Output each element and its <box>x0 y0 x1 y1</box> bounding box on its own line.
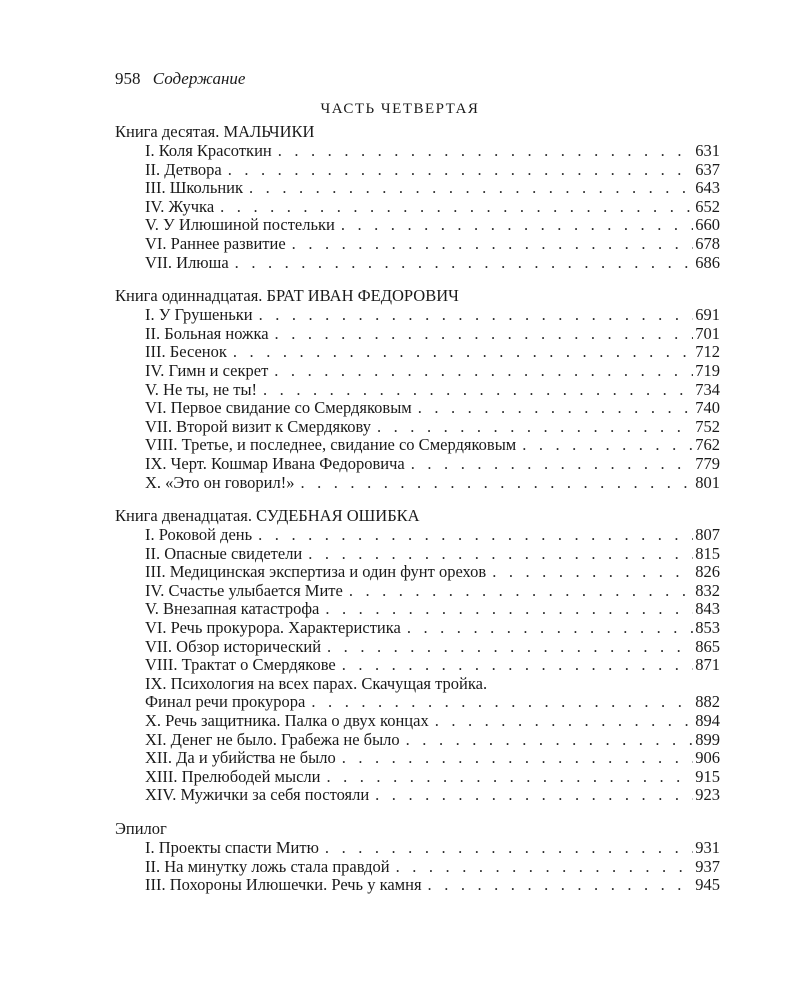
toc-entry <box>115 656 720 675</box>
chapter-title: XIII. Прелюбодей мысли <box>145 766 321 786</box>
toc-entry <box>115 600 720 619</box>
dot-leader <box>375 786 693 805</box>
chapter-page: 807 <box>695 525 720 545</box>
chapter-title: IV. Гимн и секрет <box>145 360 269 380</box>
chapter-title: III. Бесенок <box>145 342 227 362</box>
dot-leader <box>308 545 693 564</box>
chapter-page: 945 <box>695 875 720 895</box>
chapter-title: VI. Первое свидание со Смердяковым <box>145 398 412 418</box>
chapter-page: 637 <box>695 159 720 179</box>
chapter-page: 906 <box>695 748 720 768</box>
dot-leader <box>311 693 693 712</box>
chapter-title: XII. Да и убийства не было <box>145 748 336 768</box>
book-title: Эпилог <box>115 819 167 838</box>
chapter-title: V. Внезапная катастрофа <box>145 599 320 619</box>
toc-entry <box>115 474 720 493</box>
chapter-page: 660 <box>695 215 720 235</box>
chapter-page: 815 <box>695 543 720 563</box>
dot-leader <box>249 179 693 198</box>
dot-leader <box>325 600 693 619</box>
chapter-title: XI. Денег не было. Грабежа не было <box>145 729 400 749</box>
dot-leader <box>292 235 694 254</box>
chapter-title: II. Опасные свидетели <box>145 543 303 563</box>
chapter-title: I. У Грушеньки <box>145 305 253 325</box>
dot-leader <box>342 749 694 768</box>
page-header <box>115 68 245 90</box>
chapter-title: I. Проекты спасти Митю <box>145 838 319 857</box>
dot-leader <box>220 198 693 217</box>
chapter-title: IX. Психология на всех парах. Скачущая тройка. <box>145 673 488 693</box>
chapter-title: II. На минутку ложь стала правдой <box>145 856 390 876</box>
chapter-page: 719 <box>695 360 720 380</box>
chapter-page: 643 <box>695 178 720 198</box>
book-title: Книга десятая. МАЛЬЧИКИ <box>115 122 315 141</box>
toc-entry <box>115 343 720 362</box>
chapter-page: 740 <box>695 398 720 418</box>
toc-entry <box>115 179 720 198</box>
chapter-title: VII. Илюша <box>145 252 229 272</box>
toc-entry <box>115 638 720 657</box>
toc-entry <box>115 455 720 474</box>
book-title: Книга двенадцатая. СУДЕБНАЯ ОШИБКА <box>115 506 420 526</box>
chapter-title: II. Детвора <box>145 159 222 179</box>
dot-leader <box>342 656 694 675</box>
chapter-page: 752 <box>695 416 720 436</box>
dot-leader <box>275 325 694 344</box>
chapter-title: VIII. Третье, и последнее, свидание со Смердяковым <box>145 435 517 455</box>
chapter-title: I. Коля Красоткин <box>145 141 272 160</box>
chapter-page: 734 <box>695 379 720 399</box>
chapter-title-continuation-line <box>145 693 720 712</box>
dot-leader <box>274 362 693 381</box>
chapter-page: 678 <box>695 233 720 253</box>
toc-entry <box>115 858 720 877</box>
chapter-page: 701 <box>695 323 720 343</box>
chapter-page: 923 <box>695 785 720 805</box>
dot-leader <box>407 619 693 638</box>
dot-leader <box>428 876 694 895</box>
chapter-title: VI. Раннее развитие <box>145 233 286 253</box>
dot-leader <box>435 712 694 731</box>
dot-leader <box>492 563 693 582</box>
chapter-title-continuation: Финал речи прокурора <box>145 692 306 712</box>
dot-leader <box>418 399 694 418</box>
toc-entry <box>115 436 720 455</box>
chapter-page: 691 <box>695 305 720 325</box>
dot-leader <box>300 474 693 493</box>
chapter-title: IX. Черт. Кошмар Ивана Федоровича <box>145 453 405 473</box>
toc-entry <box>115 768 720 787</box>
chapter-page: 832 <box>695 580 720 600</box>
book-section <box>115 819 720 895</box>
dot-leader <box>326 768 693 787</box>
chapter-page: 853 <box>695 618 720 638</box>
chapter-title: III. Школьник <box>145 178 244 198</box>
dot-leader <box>396 858 694 877</box>
chapter-title: VII. Второй визит к Смердякову <box>145 416 371 436</box>
chapter-title: III. Похороны Илюшечки. Речь у камня <box>145 875 422 895</box>
chapter-page: 937 <box>695 856 720 876</box>
toc-entry <box>115 142 720 161</box>
chapter-title: I. Роковой день <box>145 525 253 545</box>
chapter-title: V. Не ты, не ты! <box>145 379 258 399</box>
chapter-page: 894 <box>695 711 720 731</box>
chapter-title: III. Медицинская экспертиза и один фунт орехов <box>145 562 487 582</box>
dot-leader <box>263 381 693 400</box>
toc-entry <box>115 418 720 437</box>
toc-entry <box>115 582 720 601</box>
book-section <box>115 506 720 805</box>
running-title: Содержание <box>152 69 246 88</box>
dot-leader <box>406 731 694 750</box>
toc-entry <box>115 731 720 750</box>
chapter-page: 871 <box>695 655 720 675</box>
page-number: 958 <box>115 69 141 88</box>
toc-entry <box>115 325 720 344</box>
toc-entry <box>115 216 720 235</box>
dot-leader <box>233 343 693 362</box>
toc-entry <box>115 161 720 180</box>
chapter-page: 631 <box>695 141 720 160</box>
chapter-title: X. Речь защитника. Палка о двух концах <box>145 711 429 731</box>
chapter-page: 826 <box>695 562 720 582</box>
chapter-page: 882 <box>695 692 720 712</box>
toc-entry <box>115 306 720 325</box>
toc-entry <box>115 619 720 638</box>
toc-entry <box>115 786 720 805</box>
toc-entry <box>115 876 720 895</box>
part-title: ЧАСТЬ ЧЕТВЕРТАЯ <box>320 101 480 117</box>
chapter-title: II. Больная ножка <box>145 323 269 343</box>
toc-entry <box>115 399 720 418</box>
chapter-page: 762 <box>695 435 720 455</box>
book-section <box>115 286 720 492</box>
toc-entry <box>115 254 720 273</box>
chapter-title: IV. Счастье улыбается Мите <box>145 580 343 600</box>
toc-entry <box>115 749 720 768</box>
dot-leader <box>258 526 693 545</box>
chapter-page: 652 <box>695 196 720 216</box>
table-of-contents <box>115 122 720 909</box>
toc-entry <box>115 235 720 254</box>
chapter-title: V. У Илюшиной постельки <box>145 215 335 235</box>
toc-entry <box>115 545 720 564</box>
chapter-page: 931 <box>695 838 720 857</box>
toc-entry <box>115 712 720 731</box>
chapter-page: 801 <box>695 472 720 492</box>
toc-entry <box>115 675 720 712</box>
dot-leader <box>228 161 694 180</box>
chapter-page: 899 <box>695 729 720 749</box>
dot-leader <box>377 418 693 437</box>
dot-leader <box>325 839 693 858</box>
book-section <box>115 122 720 272</box>
chapter-title: IV. Жучка <box>145 196 215 216</box>
chapter-title: VIII. Трактат о Смердякове <box>145 655 336 675</box>
toc-entry <box>115 362 720 381</box>
toc-entry <box>115 198 720 217</box>
chapter-title: VII. Обзор исторический <box>145 636 322 656</box>
book-title: Книга одиннадцатая. БРАТ ИВАН ФЕДОРОВИЧ <box>115 286 459 306</box>
chapter-page: 915 <box>695 766 720 786</box>
chapter-title: XIV. Мужички за себя постояли <box>145 785 370 805</box>
toc-entry <box>115 839 720 858</box>
chapter-title: X. «Это он говорил!» <box>145 472 295 492</box>
dot-leader <box>522 436 693 455</box>
dot-leader <box>278 142 694 161</box>
dot-leader <box>259 306 694 325</box>
chapter-page: 865 <box>695 636 720 656</box>
dot-leader <box>341 216 693 235</box>
dot-leader <box>235 254 694 273</box>
toc-entry <box>115 381 720 400</box>
dot-leader <box>327 638 693 657</box>
dot-leader <box>411 455 694 474</box>
chapter-page: 843 <box>695 599 720 619</box>
toc-entry <box>115 563 720 582</box>
dot-leader <box>349 582 693 601</box>
chapter-page: 712 <box>695 342 720 362</box>
chapter-page: 779 <box>695 453 720 473</box>
chapter-title: VI. Речь прокурора. Характеристика <box>145 618 401 638</box>
toc-entry <box>115 526 720 545</box>
chapter-page: 686 <box>695 252 720 272</box>
